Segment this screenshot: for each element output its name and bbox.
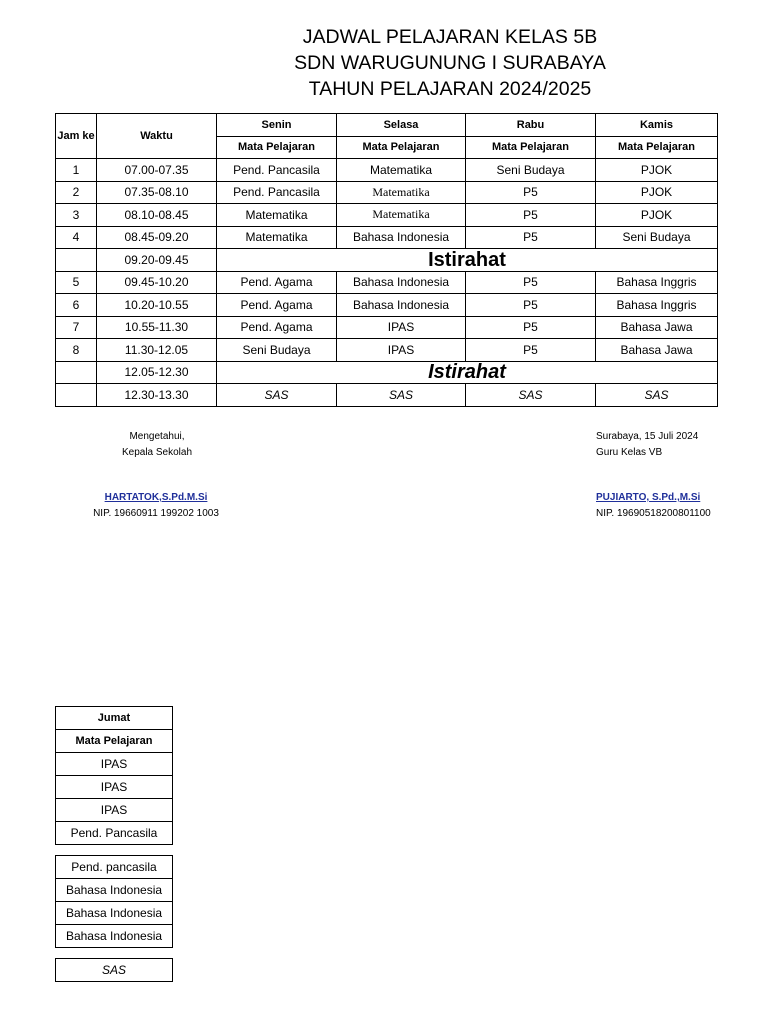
jumat-row bbox=[56, 799, 173, 822]
title-line-1: JADWAL PELAJARAN KELAS 5B bbox=[302, 26, 598, 48]
jumat-table bbox=[55, 706, 173, 982]
subject-cell-kamis: PJOK bbox=[596, 204, 718, 227]
subject-cell-kamis: PJOK bbox=[596, 159, 718, 182]
jam-cell: 7 bbox=[56, 316, 97, 339]
header-day-selasa: Selasa bbox=[337, 114, 466, 137]
schedule-row bbox=[56, 339, 718, 362]
header-day-jumat: Jumat bbox=[56, 707, 173, 730]
waktu-cell: 10.55-11.30 bbox=[97, 316, 217, 339]
subject-cell-rabu: Seni Budaya bbox=[466, 159, 596, 182]
subject-cell-selasa: SAS bbox=[337, 384, 466, 407]
header-row-days bbox=[56, 114, 718, 137]
jumat-row bbox=[56, 959, 173, 982]
jam-cell: 2 bbox=[56, 181, 97, 204]
jam-cell: 1 bbox=[56, 159, 97, 182]
signature-left-heading bbox=[107, 429, 207, 461]
subject-cell-senin: SAS bbox=[217, 384, 337, 407]
subject-cell-rabu: P5 bbox=[466, 204, 596, 227]
subject-cell-senin: Pend. Agama bbox=[217, 316, 337, 339]
jumat-subject-cell: Bahasa Indonesia bbox=[56, 902, 173, 925]
signature-left-line2: Kepala Sekolah bbox=[121, 447, 193, 458]
jumat-header-row bbox=[56, 707, 173, 730]
waktu-cell: 08.10-08.45 bbox=[97, 204, 217, 227]
jumat-break-row bbox=[56, 845, 173, 856]
jumat-row bbox=[56, 902, 173, 925]
schedule-table bbox=[55, 113, 718, 407]
header-jam-ke: Jam ke bbox=[56, 114, 97, 159]
jumat-row bbox=[56, 753, 173, 776]
jumat-subject-cell bbox=[56, 845, 173, 856]
schedule-row bbox=[56, 159, 718, 182]
waktu-cell: 11.30-12.05 bbox=[97, 339, 217, 362]
signature-left-name: HARTATOK,S.Pd.M.Si bbox=[104, 492, 208, 503]
jumat-subject-cell: Pend. Pancasila bbox=[56, 822, 173, 845]
jam-cell: 3 bbox=[56, 204, 97, 227]
jumat-subject-header-row bbox=[56, 730, 173, 753]
jumat-row bbox=[56, 856, 173, 879]
schedule-row bbox=[56, 384, 718, 407]
jumat-subject-cell bbox=[56, 948, 173, 959]
jumat-break-row bbox=[56, 948, 173, 959]
subject-cell-selasa: IPAS bbox=[337, 316, 466, 339]
subject-cell-rabu: P5 bbox=[466, 226, 596, 249]
subject-cell-senin: Pend. Pancasila bbox=[217, 159, 337, 182]
jam-cell: 8 bbox=[56, 339, 97, 362]
jumat-subject-cell: Bahasa Indonesia bbox=[56, 925, 173, 948]
subject-cell-kamis: Bahasa Inggris bbox=[596, 294, 718, 317]
subject-cell-rabu: P5 bbox=[466, 294, 596, 317]
jam-cell: 6 bbox=[56, 294, 97, 317]
jumat-row bbox=[56, 776, 173, 799]
signature-left-nip: NIP. 19660911 199202 1003 bbox=[93, 508, 219, 519]
subject-cell-kamis: Bahasa Jawa bbox=[596, 316, 718, 339]
header-day-rabu: Rabu bbox=[466, 114, 596, 137]
subject-cell-senin: Matematika bbox=[217, 226, 337, 249]
header-waktu: Waktu bbox=[97, 114, 217, 159]
jam-cell bbox=[56, 384, 97, 407]
subject-cell-senin: Pend. Agama bbox=[217, 271, 337, 294]
subject-cell-kamis: Bahasa Jawa bbox=[596, 339, 718, 362]
jumat-subject-cell: IPAS bbox=[56, 776, 173, 799]
subject-cell-selasa: Bahasa Indonesia bbox=[337, 226, 466, 249]
jumat-subject-cell: SAS bbox=[56, 959, 173, 982]
schedule-row bbox=[56, 316, 718, 339]
jam-cell bbox=[56, 249, 97, 272]
waktu-cell: 09.20-09.45 bbox=[97, 249, 217, 272]
waktu-cell: 12.05-12.30 bbox=[97, 361, 217, 384]
subject-cell-rabu: P5 bbox=[466, 316, 596, 339]
subject-cell-kamis: Bahasa Inggris bbox=[596, 271, 718, 294]
subject-cell-senin: Matematika bbox=[217, 204, 337, 227]
subject-cell-selasa: Matematika bbox=[337, 159, 466, 182]
title-line-2: SDN WARUGUNUNG I SURABAYA bbox=[294, 52, 606, 74]
jumat-subject-cell: Bahasa Indonesia bbox=[56, 879, 173, 902]
schedule-row bbox=[56, 204, 718, 227]
subject-cell-selasa: Bahasa Indonesia bbox=[337, 271, 466, 294]
signature-right-heading bbox=[596, 429, 698, 461]
subject-cell-kamis: PJOK bbox=[596, 181, 718, 204]
signature-left-block bbox=[88, 490, 224, 522]
subject-cell-selasa: Matematika bbox=[337, 181, 466, 204]
waktu-cell: 10.20-10.55 bbox=[97, 294, 217, 317]
istirahat-label: Istirahat bbox=[217, 361, 718, 384]
header-day-senin: Senin bbox=[217, 114, 337, 137]
jumat-row bbox=[56, 925, 173, 948]
header-subject-selasa: Mata Pelajaran bbox=[337, 136, 466, 159]
subject-cell-senin: Seni Budaya bbox=[217, 339, 337, 362]
signature-left-line1: Mengetahui, bbox=[129, 431, 185, 442]
header-subject-rabu: Mata Pelajaran bbox=[466, 136, 596, 159]
jumat-row bbox=[56, 879, 173, 902]
jam-cell: 4 bbox=[56, 226, 97, 249]
schedule-row bbox=[56, 294, 718, 317]
istirahat-label: Istirahat bbox=[217, 249, 718, 272]
waktu-cell: 07.00-07.35 bbox=[97, 159, 217, 182]
jumat-row bbox=[56, 822, 173, 845]
signature-right-name: PUJIARTO, S.Pd.,M.Si bbox=[596, 492, 701, 503]
subject-cell-rabu: SAS bbox=[466, 384, 596, 407]
jumat-subject-cell: Pend. pancasila bbox=[56, 856, 173, 879]
subject-cell-rabu: P5 bbox=[466, 181, 596, 204]
schedule-row bbox=[56, 271, 718, 294]
signature-right-nip: NIP. 19690518200801100 bbox=[596, 508, 711, 519]
header-subject-senin: Mata Pelajaran bbox=[217, 136, 337, 159]
schedule-row bbox=[56, 226, 718, 249]
subject-cell-kamis: Seni Budaya bbox=[596, 226, 718, 249]
waktu-cell: 09.45-10.20 bbox=[97, 271, 217, 294]
subject-cell-rabu: P5 bbox=[466, 339, 596, 362]
subject-cell-rabu: P5 bbox=[466, 271, 596, 294]
break-row bbox=[56, 249, 718, 272]
subject-cell-kamis: SAS bbox=[596, 384, 718, 407]
waktu-cell: 08.45-09.20 bbox=[97, 226, 217, 249]
header-day-kamis: Kamis bbox=[596, 114, 718, 137]
subject-cell-senin: Pend. Agama bbox=[217, 294, 337, 317]
signature-right-line1: Surabaya, 15 Juli 2024 bbox=[596, 431, 699, 442]
signature-right-block bbox=[596, 490, 711, 522]
jam-cell: 5 bbox=[56, 271, 97, 294]
header-subject-jumat: Mata Pelajaran bbox=[56, 730, 173, 753]
jumat-subject-cell: IPAS bbox=[56, 753, 173, 776]
subject-cell-selasa: Matematika bbox=[337, 204, 466, 227]
header-subject-kamis: Mata Pelajaran bbox=[596, 136, 718, 159]
waktu-cell: 12.30-13.30 bbox=[97, 384, 217, 407]
subject-cell-selasa: Bahasa Indonesia bbox=[337, 294, 466, 317]
document-title bbox=[230, 24, 670, 102]
title-line-3: TAHUN PELAJARAN 2024/2025 bbox=[308, 78, 592, 100]
schedule-row bbox=[56, 181, 718, 204]
jam-cell bbox=[56, 361, 97, 384]
subject-cell-senin: Pend. Pancasila bbox=[217, 181, 337, 204]
jumat-subject-cell: IPAS bbox=[56, 799, 173, 822]
break-row bbox=[56, 361, 718, 384]
subject-cell-selasa: IPAS bbox=[337, 339, 466, 362]
signature-right-line2: Guru Kelas VB bbox=[596, 447, 663, 458]
waktu-cell: 07.35-08.10 bbox=[97, 181, 217, 204]
